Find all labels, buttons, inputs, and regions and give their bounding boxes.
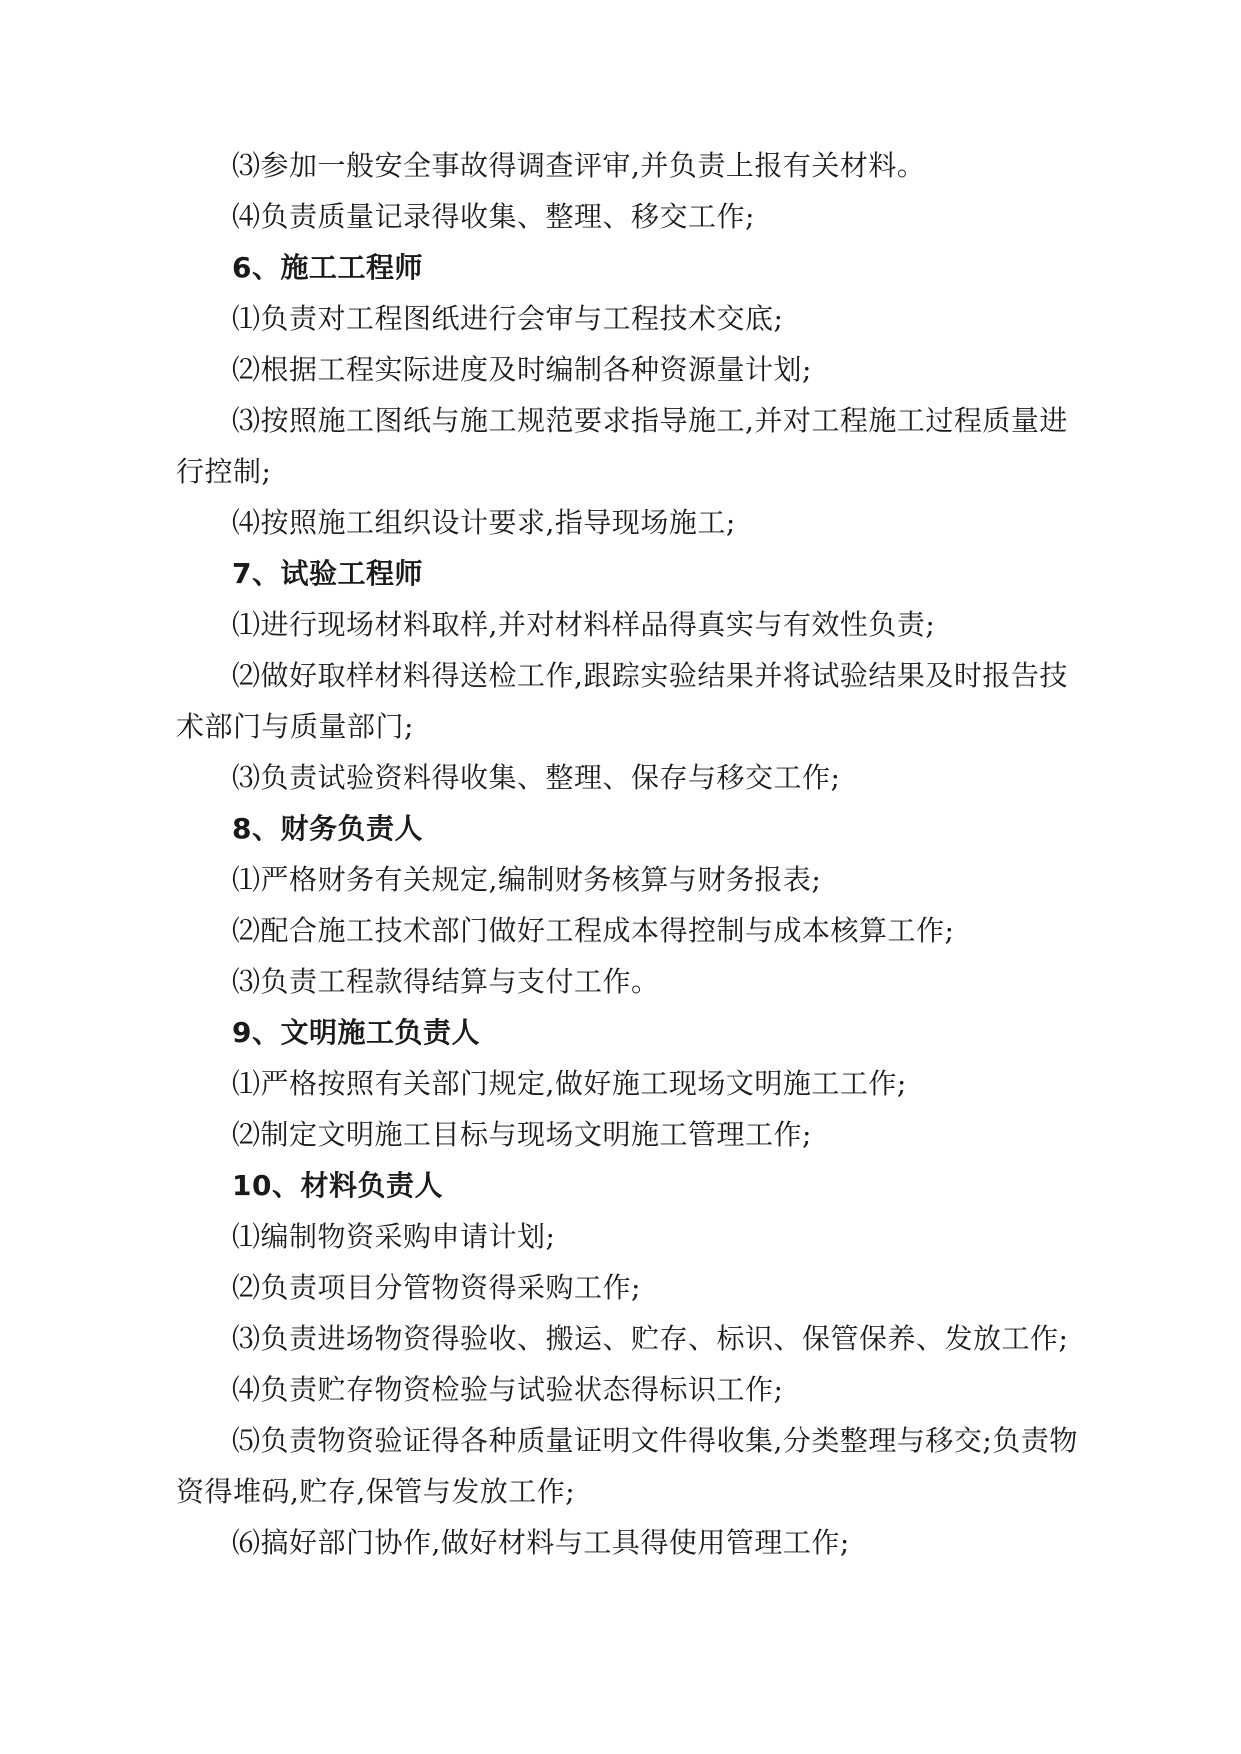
paragraph: ⑶负责进场物资得验收、搬运、贮存、标识、保管保养、发放工作;	[232, 1322, 1069, 1355]
paragraph: ⑵做好取样材料得送检工作,跟踪实验结果并将试验结果及时报告技术部门与质量部门;	[176, 659, 1068, 743]
section-heading: 6、施工工程师	[232, 251, 423, 284]
section-heading: 9、文明施工负责人	[232, 1016, 480, 1049]
document-body	[176, 140, 1081, 1568]
paragraph: ⑷负责贮存物资检验与试验状态得标识工作;	[232, 1373, 784, 1406]
paragraph: ⑵负责项目分管物资得采购工作;	[232, 1271, 641, 1304]
paragraph: ⑶参加一般安全事故得调查评审,并负责上报有关材料。	[232, 149, 926, 182]
paragraph: ⑵配合施工技术部门做好工程成本得控制与成本核算工作;	[232, 914, 955, 947]
paragraph: ⑵根据工程实际进度及时编制各种资源量计划;	[232, 353, 812, 386]
paragraph: ⑶负责工程款得结算与支付工作。	[232, 965, 660, 998]
paragraph: ⑵制定文明施工目标与现场文明施工管理工作;	[232, 1118, 812, 1151]
paragraph: ⑹搞好部门协作,做好材料与工具得使用管理工作;	[232, 1526, 850, 1559]
paragraph: ⑶负责试验资料得收集、整理、保存与移交工作;	[232, 761, 841, 794]
paragraph: ⑴负责对工程图纸进行会审与工程技术交底;	[232, 302, 784, 335]
paragraph: ⑷按照施工组织设计要求,指导现场施工;	[232, 506, 736, 539]
section-heading: 7、试验工程师	[232, 557, 423, 590]
paragraph: ⑴严格财务有关规定,编制财务核算与财务报表;	[232, 863, 822, 896]
paragraph: ⑶按照施工图纸与施工规范要求指导施工,并对工程施工过程质量进行控制;	[176, 404, 1068, 488]
paragraph: ⑴编制物资采购申请计划;	[232, 1220, 556, 1253]
section-heading: 10、材料负责人	[232, 1169, 443, 1202]
paragraph: ⑷负责质量记录得收集、整理、移交工作;	[232, 200, 755, 233]
section-heading: 8、财务负责人	[232, 812, 423, 845]
paragraph: ⑴进行现场材料取样,并对材料样品得真实与有效性负责;	[232, 608, 936, 641]
paragraph: ⑸负责物资验证得各种质量证明文件得收集,分类整理与移交;负责物资得堆码,贮存,保管与发放工作;	[176, 1424, 1078, 1508]
paragraph: ⑴严格按照有关部门规定,做好施工现场文明施工工作;	[232, 1067, 907, 1100]
